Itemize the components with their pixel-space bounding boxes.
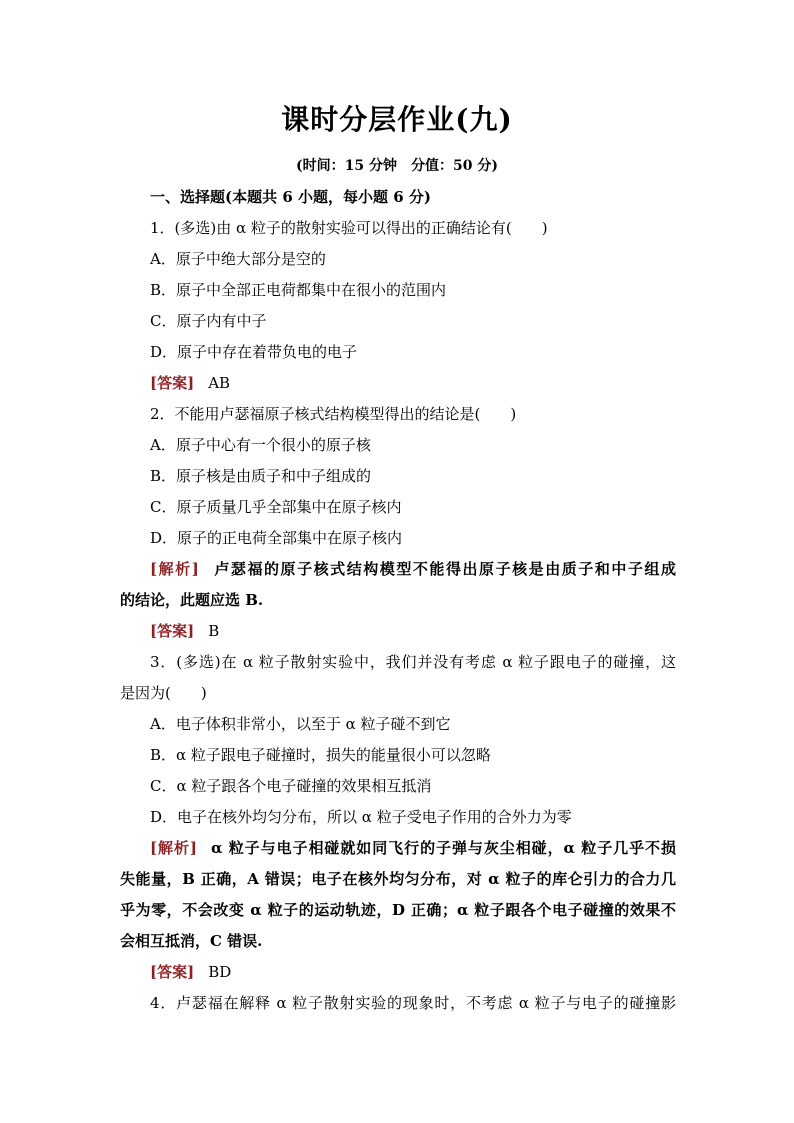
question-3-analysis-line-1	[120, 833, 676, 864]
answer-value: BD	[208, 963, 232, 981]
question-3-option-a: A．电子体积非常小，以至于 α 粒子碰不到它	[150, 715, 451, 733]
analysis-tag: [解析]	[150, 560, 199, 578]
question-3-option-d: D．电子在核外均匀分布，所以 α 粒子受电子作用的合外力为零	[150, 808, 572, 826]
question-2-stem: 2．不能用卢瑟福原子核式结构模型得出的结论是( )	[150, 405, 517, 423]
question-1-answer	[120, 368, 676, 399]
question-2-option-b: B．原子核是由质子和中子组成的	[150, 467, 372, 485]
question-3-stem-line-2: 是因为( )	[120, 684, 207, 702]
question-3-option-b: B．α 粒子跟电子碰撞时，损失的能量很小可以忽略	[150, 746, 491, 764]
question-2-answer	[120, 616, 676, 647]
question-2-option-c: C．原子质量几乎全部集中在原子核内	[150, 498, 402, 516]
question-3-answer	[120, 957, 676, 988]
question-2-analysis-line-2: 的结论，此题应选 B.	[120, 591, 264, 609]
answer-tag: [答案]	[150, 622, 195, 640]
question-2-option-d: D．原子的正电荷全部集中在原子核内	[150, 529, 403, 547]
answer-tag: [答案]	[150, 374, 195, 392]
answer-value: AB	[208, 374, 231, 392]
analysis-text: 卢瑟福的原子核式结构模型不能得出原子核是由质子和中子组成	[212, 560, 676, 578]
page-subtitle: (时间：15 分钟 分值：50 分)	[296, 158, 498, 174]
question-1-option-c: C．原子内有中子	[150, 312, 267, 330]
question-3-analysis-line-3: 乎为零，不会改变 α 粒子的运动轨迹，D 正确；α 粒子跟各个电子碰撞的效果不	[120, 901, 676, 919]
question-3-analysis-line-2: 失能量，B 正确，A 错误；电子在核外均匀分布，对 α 粒子的库仑引力的合力几	[120, 870, 676, 888]
question-3-option-c: C．α 粒子跟各个电子碰撞的效果相互抵消	[150, 777, 432, 795]
question-1-option-b: B．原子中全部正电荷都集中在很小的范围内	[150, 281, 447, 299]
question-1-option-d: D．原子中存在着带负电的电子	[150, 343, 358, 361]
document-body	[120, 182, 676, 1019]
section-heading: 一、选择题(本题共 6 小题，每小题 6 分)	[150, 188, 431, 206]
question-4-stem: 4．卢瑟福在解释 α 粒子散射实验的现象时，不考虑 α 粒子与电子的碰撞影	[150, 994, 676, 1012]
answer-tag: [答案]	[150, 963, 195, 981]
question-1-stem: 1．(多选)由 α 粒子的散射实验可以得出的正确结论有( )	[150, 219, 548, 237]
question-1-option-a: A．原子中绝大部分是空的	[150, 250, 326, 268]
analysis-tag: [解析]	[150, 839, 198, 857]
question-3-stem-line-1: 3．(多选)在 α 粒子散射实验中，我们并没有考虑 α 粒子跟电子的碰撞，这	[150, 653, 676, 671]
analysis-text: α 粒子与电子相碰就如同飞行的子弹与灰尘相碰，α 粒子几乎不损	[211, 839, 676, 857]
question-2-analysis-line-1	[120, 554, 676, 585]
answer-value: B	[208, 622, 220, 640]
page-title: 课时分层作业(九)	[281, 103, 513, 136]
question-2-option-a: A．原子中心有一个很小的原子核	[150, 436, 371, 454]
question-3-analysis-line-4: 会相互抵消，C 错误.	[120, 932, 263, 950]
